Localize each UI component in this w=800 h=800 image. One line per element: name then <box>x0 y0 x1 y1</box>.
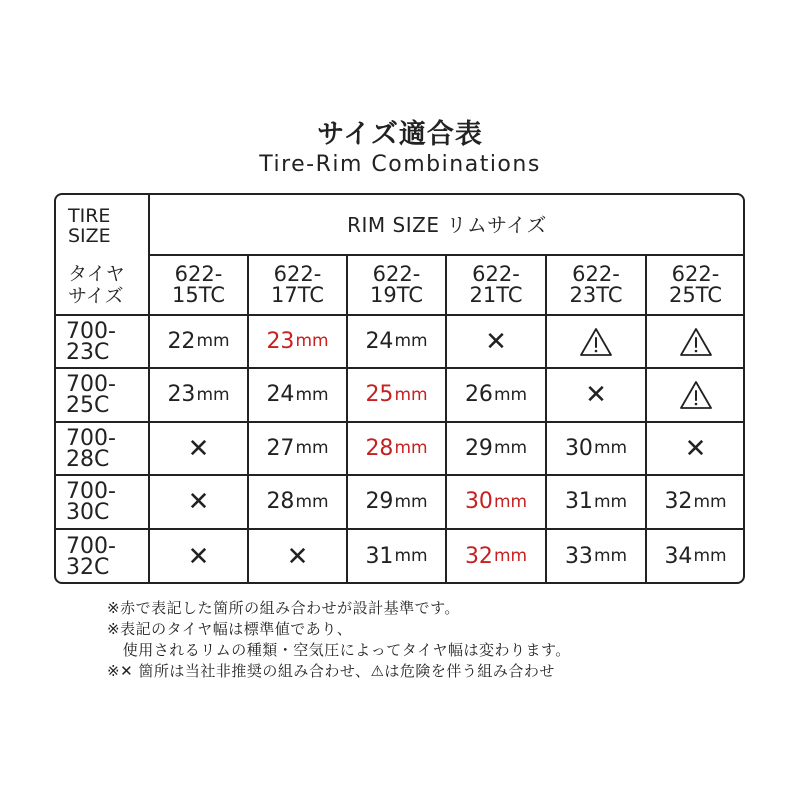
page-subtitle: Tire-Rim Combinations <box>259 152 541 177</box>
rim-column-label: 15TC <box>172 283 225 307</box>
table-divider <box>645 255 647 584</box>
table-divider <box>247 255 249 584</box>
table-cell <box>446 315 546 368</box>
table-cell <box>248 368 347 422</box>
rim-column-header <box>248 255 347 315</box>
compatibility-table <box>54 193 745 584</box>
tire-size-label <box>56 315 149 368</box>
tire-size-header-en <box>56 199 149 253</box>
notes <box>107 598 571 682</box>
tire-width-unit: mm <box>493 384 528 405</box>
tire-width-unit: mm <box>295 491 329 512</box>
warning-triangle-icon <box>678 326 714 358</box>
tire-width-unit: mm <box>493 546 528 566</box>
table-cell <box>347 422 446 475</box>
rim-column-header <box>446 255 546 315</box>
tire-width-value: 32 <box>464 543 493 569</box>
tire-width-value: 23 <box>266 328 295 354</box>
table-divider <box>56 474 745 476</box>
tire-width-value: 30 <box>564 435 593 461</box>
x-mark-icon: ✕ <box>187 433 210 464</box>
table-cell <box>149 315 248 368</box>
x-mark-icon: ✕ <box>585 380 607 410</box>
rim-column-label: 622- <box>273 262 322 286</box>
tire-width-value: 28 <box>365 435 394 461</box>
rim-column-label: 622- <box>372 262 421 286</box>
tire-width-unit: mm <box>295 331 329 351</box>
tire-width-value: 30 <box>464 489 493 514</box>
page-title: サイズ適合表 <box>317 119 483 150</box>
rim-column-label: 622- <box>472 262 520 286</box>
tire-width-value: 32 <box>664 489 693 514</box>
tire-width-unit: mm <box>394 491 428 512</box>
note-line: ※赤で表記した箇所の組み合わせが設計基準です。 <box>107 599 460 617</box>
rim-column-header <box>149 255 248 315</box>
warning-triangle-icon <box>578 326 614 358</box>
tire-size-label-line: 700- <box>66 425 116 451</box>
tire-width-value: 23 <box>167 382 196 407</box>
tire-width-value: 26 <box>464 382 493 407</box>
table-cell <box>446 475 546 529</box>
tire-size-label-line: 700- <box>66 479 116 504</box>
tire-size-label-line: 23C <box>66 339 110 365</box>
tire-width-unit: mm <box>196 331 230 351</box>
tire-size-label-line: 28C <box>66 446 110 472</box>
warning-triangle-icon <box>678 379 714 411</box>
tire-size-label-line: 32C <box>66 554 110 580</box>
tire-width-value: 34 <box>664 543 693 569</box>
rim-column-header <box>646 255 745 315</box>
tire-width-unit: mm <box>394 438 428 458</box>
table-divider <box>149 254 745 256</box>
rim-column-header <box>546 255 646 315</box>
tire-size-label-line: 30C <box>66 500 110 525</box>
tire-width-unit: mm <box>196 384 230 405</box>
rim-column-header <box>347 255 446 315</box>
table-cell <box>646 368 745 422</box>
tire-size-label-line: 700- <box>66 533 116 559</box>
tire-size-label <box>56 529 149 584</box>
tire-width-value: 28 <box>266 489 295 514</box>
table-cell <box>546 475 646 529</box>
rim-column-label: 21TC <box>469 283 523 307</box>
tire-width-unit: mm <box>394 384 428 405</box>
table-cell <box>347 315 446 368</box>
tire-size-label <box>56 368 149 422</box>
rim-column-label: 17TC <box>271 283 324 307</box>
tire-width-unit: mm <box>593 546 628 566</box>
tire-width-unit: mm <box>693 546 727 566</box>
tire-width-value: 29 <box>464 435 493 461</box>
table-cell <box>248 422 347 475</box>
note-line: ※表記のタイヤ幅は標準値であり、 <box>107 620 353 638</box>
table-divider <box>56 314 745 316</box>
x-mark-icon: ✕ <box>684 433 707 464</box>
tire-width-value: 27 <box>266 435 295 461</box>
table-cell <box>149 529 248 584</box>
tire-width-value: 31 <box>564 489 593 514</box>
table-cell <box>248 315 347 368</box>
table-cell <box>646 315 745 368</box>
tire-size-header-line: サイズ <box>68 285 124 307</box>
table-cell <box>646 422 745 475</box>
note-line: ※✕ 箇所は当社非推奨の組み合わせ、⚠は危険を伴う組み合わせ <box>107 662 555 680</box>
table-cell <box>646 475 745 529</box>
tire-width-unit: mm <box>394 546 428 566</box>
table-divider <box>346 255 348 584</box>
tire-size-label <box>56 475 149 529</box>
rim-column-label: 622- <box>671 262 720 286</box>
tire-width-unit: mm <box>593 491 628 512</box>
tire-width-unit: mm <box>693 491 727 512</box>
tire-size-label <box>56 422 149 475</box>
note-line: 使用されるリムの種類・空気圧によってタイヤ幅は変わります。 <box>107 641 571 659</box>
table-cell <box>347 368 446 422</box>
table-cell <box>546 422 646 475</box>
rim-column-label: 23TC <box>569 283 623 307</box>
tire-size-header-line: SIZE <box>68 225 111 247</box>
rim-column-label: 25TC <box>669 283 722 307</box>
tire-size-label-line: 25C <box>66 393 110 418</box>
tire-width-value: 31 <box>365 543 394 569</box>
table-divider <box>56 528 745 530</box>
tire-width-value: 24 <box>365 328 394 354</box>
x-mark-icon: ✕ <box>187 541 210 572</box>
table-cell <box>546 368 646 422</box>
tire-size-header-line: タイヤ <box>68 263 125 285</box>
tire-size-label-line: 700- <box>66 318 116 344</box>
x-mark-icon: ✕ <box>187 487 210 517</box>
tire-size-header-jp <box>56 257 149 313</box>
x-mark-icon: ✕ <box>485 326 507 357</box>
table-cell <box>546 529 646 584</box>
table-cell <box>347 475 446 529</box>
tire-width-value: 33 <box>564 543 593 569</box>
table-cell <box>446 529 546 584</box>
rim-column-label: 19TC <box>370 283 423 307</box>
x-mark-icon: ✕ <box>286 541 309 572</box>
table-cell <box>446 422 546 475</box>
table-divider <box>56 421 745 423</box>
rim-column-label: 622- <box>572 262 620 286</box>
table-divider <box>56 367 745 369</box>
tire-width-value: 29 <box>365 489 394 514</box>
table-cell <box>149 422 248 475</box>
tire-width-unit: mm <box>295 438 329 458</box>
table-cell <box>646 529 745 584</box>
tire-width-value: 25 <box>365 382 394 407</box>
tire-width-unit: mm <box>493 438 528 458</box>
table-divider <box>445 255 447 584</box>
tire-size-label-line: 700- <box>66 372 116 397</box>
table-cell <box>446 368 546 422</box>
tire-width-unit: mm <box>394 331 428 351</box>
rim-column-label: 622- <box>174 262 223 286</box>
table-cell <box>347 529 446 584</box>
table-cell <box>248 529 347 584</box>
tire-width-unit: mm <box>593 438 628 458</box>
table-cell <box>149 368 248 422</box>
table-cell <box>149 475 248 529</box>
table-divider <box>545 255 547 584</box>
table-cell <box>248 475 347 529</box>
tire-width-value: 24 <box>266 382 295 407</box>
table-cell <box>546 315 646 368</box>
rim-size-header: RIM SIZE リムサイズ <box>347 213 547 237</box>
tire-size-header-line: TIRE <box>68 205 111 227</box>
tire-width-value: 22 <box>167 328 196 354</box>
tire-width-unit: mm <box>295 384 329 405</box>
tire-width-unit: mm <box>493 491 528 512</box>
